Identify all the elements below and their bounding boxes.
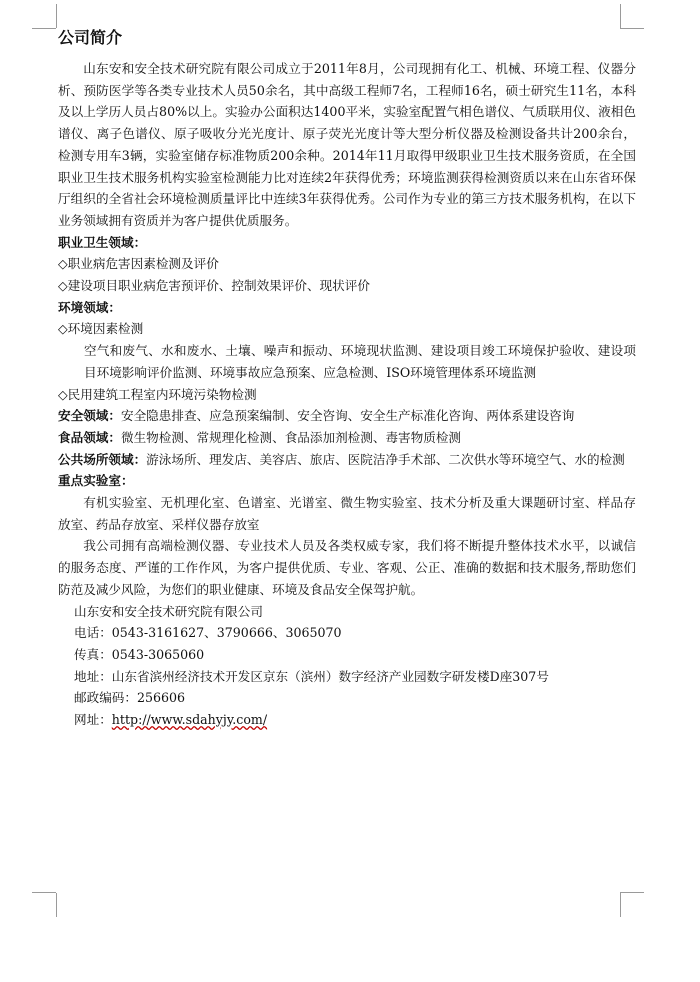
public-text: 游泳场所、理发店、美容店、旅店、医院洁净手术部、二次供水等环境空气、水的检测 (146, 451, 625, 467)
environment-heading: 环境领域： (58, 299, 121, 315)
safety-section (58, 405, 636, 427)
contact-company: 山东安和安全技术研究院有限公司 (74, 603, 263, 619)
safety-heading: 安全领域： (58, 408, 121, 424)
occupational-item: ◇建设项目职业病危害预评价、控制效果评价、现状评价 (58, 278, 370, 294)
intro-paragraph: 山东安和安全技术研究院有限公司成立于2011年8月，公司现拥有化工、机械、环境工程、仪器分析、预防医学等各类专业技术人员50余名，其中高级工程师7名，工程师16名，硕士研究生11名，本科及以上学历人员占80%以上。实验办公面积达1400平米，实验室配置气相色谱仪、气质联用仪、液相色谱仪、离子色谱仪、原子吸收分光光度计、原子荧光光度计等大型分析仪器及检测设备共计200余台，检测专用车3辆，实验室储存标准物质200余种。2014年11月取得甲级职业卫生技术服务资质，在全国职业卫生技术服务机构实验室检测能力比对连续2年获得优秀；环境监测获得检测资质以来在山东省环保厅组织的全省社会环境检测质量评比中连续3年获得优秀。公司作为专业的第三方技术服务机构，在以下业务领域拥有资质并为客户提供优质服务。 (58, 61, 636, 228)
public-heading: 公共场所领域： (58, 451, 147, 467)
occupational-item: ◇职业病危害因素检测及评价 (58, 256, 219, 272)
occupational-heading: 职业卫生领域： (58, 234, 147, 250)
food-text: 微生物检测、常规理化检测、食品添加剂检测、毒害物质检测 (120, 429, 461, 445)
food-heading: 食品领域： (58, 429, 121, 445)
closing-paragraph: 我公司拥有高端检测仪器、专业技术人员及各类权威专家，我们将不断提升整体技术水平，以诚信的服务态度、严谨的工作作风，为客户提供优质、专业、客观、公正、准确的数据和技术服务,帮助您们防范及减少风险，为您们的职业健康、环境及食品安全保驾护航。 (58, 538, 636, 597)
page-title: 公司简介 (58, 28, 123, 47)
crop-mark (32, 28, 56, 29)
environment-detail: 空气和废气、水和废水、土壤、噪声和振动、环境现状监测、建设项目竣工环境保护验收、建设项目环境影响评价监测、环境事故应急预案、应急检测、ISO环境管理体系环境监测 (84, 343, 636, 380)
public-section (58, 449, 636, 471)
environment-item: ◇民用建筑工程室内环境污染物检测 (58, 386, 257, 402)
document-page (58, 24, 636, 731)
crop-mark (620, 893, 621, 917)
website-link[interactable]: http://www.sdahyjy.com/ (111, 712, 268, 728)
crop-mark (32, 892, 56, 893)
crop-mark (56, 893, 57, 917)
contact-postcode: 邮政编码：256606 (74, 690, 186, 706)
labs-heading: 重点实验室： (58, 473, 134, 489)
website-label: 网址： (74, 712, 112, 728)
environment-item: ◇环境因素检测 (58, 321, 144, 337)
food-section (58, 427, 636, 449)
contact-website (74, 709, 636, 731)
contact-fax: 传真：0543-3065060 (74, 646, 205, 662)
contact-address: 地址：山东省滨州经济技术开发区京东（滨州）数字经济产业园数字研发楼D座307号 (74, 668, 549, 684)
crop-mark (620, 892, 644, 893)
safety-text: 安全隐患排查、应急预案编制、安全咨询、安全生产标准化咨询、两体系建设咨询 (120, 408, 575, 424)
labs-text: 有机实验室、无机理化室、色谱室、光谱室、微生物实验室、技术分析及重大课题研讨室、样品存放室、药品存放室、采样仪器存放室 (58, 495, 636, 532)
contact-phone: 电话：0543-3161627、3790666、3065070 (74, 625, 342, 641)
crop-mark (56, 4, 57, 28)
